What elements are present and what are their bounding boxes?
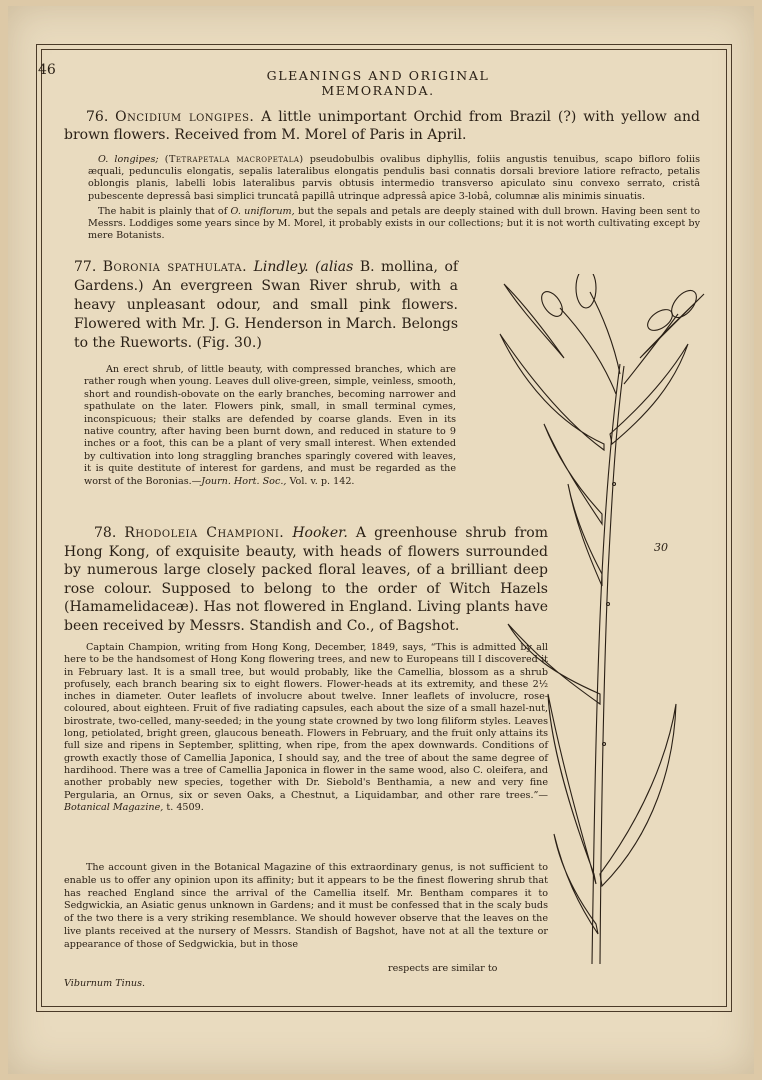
entry-78-body-p2-end <box>64 978 145 990</box>
figure-label: 30 <box>654 541 668 554</box>
entry-78-body-p1-text: Captain Champion, writing from Hong Kong, December, 1849, says, “This is admitted by all here to be the handsomest of Hong Kong flowering trees, and new to Europeans till I discovered it in February last. It is a small tree, but would probably, like the Camellia, blossom as a shrub profusely, each branch bearing six to eight flowers. Flower-heads at its extremity, and these 2½ inches in diameter. Outer leaflets of involucre about twelve. Inner leaflets of involucre, rose-coloured, about eighteen. Fruit of five radiating capsules, each about the size of a small hazel-nut, birostrate, two-celled, many-seeded; in the young state crowned by two long filiform styles. Leaves long, petiolated, bright green, glaucous beneath. Flowers in February, and the fruit only attains its full size and ripens in September, splitting, when ripe, from the apex downwards. Conditions of growth exactly those of Camellia Japonica, I should say, and the tree of about the same degree of hardihood. There was a tree of Camellia Japonica in flower in the same wood, also C. oleifera, and another probably new species, together with Dr. Siebold's Benthamia, a new and very fine Pergularia, an Ornus, six or seven Oaks, a Chestnut, a Liquidambar, and other rare trees.”— <box>64 642 548 801</box>
plant-gland <box>603 743 606 746</box>
entry-77-name: Boronia spathulata. <box>102 259 248 275</box>
entry-76-latin-section: (Tetrapetala macropetala) <box>164 154 304 165</box>
entry-76-note <box>88 206 700 243</box>
entry-76-number: 76. <box>86 109 109 125</box>
boronia-spathulata-illustration <box>464 274 710 964</box>
entry-76-latin-text: pseudobulbis ovalibus diphyllis, foliis angustis tenuibus, scapo bifloro foliis æquali, pedunculis elongatis, sepalis lateralibus elongatis pendulis basi connatis dorsali breviore latiore refracto, petalis oblongis planis, labelli lobis lateralibus parvis obtusis intermedio transverso apiculato sinu convexo serrato, cristâ pubescente depressâ basi simplici truncatâ papillâ utrinque adpressâ apice 3-lobâ, columnæ alis minimis sinuatis. <box>88 154 701 202</box>
entry-76-note-before: The habit is plainly that of <box>98 206 228 217</box>
plant-branch-center <box>590 292 620 374</box>
entry-77-alias-prefix: (alias <box>315 259 354 275</box>
entry-78-number: 78. <box>94 525 117 541</box>
running-head: GLEANINGS AND ORIGINAL MEMORANDA. <box>266 68 490 98</box>
entry-76-latin-name: O. longipes; <box>98 154 159 165</box>
page-number: 46 <box>38 62 56 78</box>
entry-77-lead-text: An evergreen Swan River shrub, with a heavy unpleasant odour, and small pink flowers. Flowered with Mr. J. G. Henderson in March. Belongs to the Rueworts. (Fig. 30.) <box>74 278 458 351</box>
entry-78-body-p2-tail: respects are similar to <box>388 963 498 974</box>
plant-leaf-6 <box>548 694 596 884</box>
entry-76-note-italic: O. uniflorum, <box>230 206 295 217</box>
entry-77-number: 77. <box>74 259 97 275</box>
plant-gland <box>613 483 616 486</box>
plant-leaf-5 <box>508 624 600 704</box>
entry-78-body-p2: The account given in the Botanical Magazine of this extraordinary genus, is not sufficient to enable us to offer any opinion upon its affinity; but it appears to be the finest flowering shrub that has reached England since the arrival of the Camellia itself. Mr. Bentham compares it to Sedgwickia, an Asiatic genus unknown in Gardens; and it must be confessed that in the scaly buds of the two there is a very striking resemblance. We should however observe that the leaves on the live plants received at the nursery of Messrs. Standish of Bagshot, have not at all the texture or appearance of those of Sedgwickia, but in those <box>64 862 548 950</box>
entry-77-lead <box>74 258 458 353</box>
entry-76-latin-diagnosis <box>88 154 700 203</box>
plant-gland <box>607 603 610 606</box>
entry-78-body-p1-citation: Botanical Magazine, <box>64 801 164 813</box>
plant-leaf-7 <box>600 704 676 886</box>
entry-76-name: Oncidium longipes. <box>115 109 255 125</box>
plant-leaf-1 <box>500 334 604 450</box>
plant-branch-right <box>624 314 678 384</box>
entry-78-authority: Hooker. <box>292 525 348 541</box>
plant-branch-left <box>560 308 616 394</box>
entry-78-body-p2-end-text: Viburnum Tinus. <box>64 978 146 989</box>
entry-77-alias-suffix: of Gardens.) <box>74 259 459 294</box>
plant-bud-left <box>537 288 566 320</box>
plant-leaf-top-right <box>640 294 704 358</box>
plant-bud-top <box>576 274 596 308</box>
entry-77-citation: Journ. Hort. Soc., <box>201 475 287 487</box>
entry-77-citation-tail: Vol. v. p. 142. <box>289 475 355 487</box>
plant-leaf-8 <box>554 834 598 934</box>
entry-76-lead <box>64 108 700 144</box>
plant-leaf-2 <box>610 344 688 444</box>
plant-stem-edge <box>600 366 624 964</box>
entry-78-body-p1-citation-tail: t. 4509. <box>166 801 204 813</box>
entry-78-lead-text: A greenhouse shrub from Hong Kong, of exquisite beauty, with heads of flowers surrounded by numerous large closely packed floral leaves, of a brilliant deep rose colour. Supposed to belong to the order of Witch Hazels (Hamamelidaceæ). Has not flowered in England. Living plants have been received by Messrs. Standish and Co., of Bagshot. <box>64 525 549 634</box>
entry-77-body <box>84 364 456 488</box>
entry-76-lead-text: A little unimportant Orchid from Brazil (?) with yellow and brown flowers. Received from M. Morel of Paris in April. <box>64 109 701 143</box>
entry-76-note-after: but the sepals and petals are deeply stained with dull brown. Having been sent to Messrs. Loddiges some years since by M. Morel, it probably exists in our collections; but it is not worth cultivating except by mere Botanists. <box>88 206 700 242</box>
entry-78-name: Rhodoleia Championi. <box>124 525 285 541</box>
entry-77-body-text: An erect shrub, of little beauty, with compressed branches, which are rather rough when young. Leaves dull olive-green, simple, veinless, smooth, short and roundish-obovate on the early branches, becoming narrower and spathulate on the later. Flowers pink, small, in small terminal cymes, inconspicuous; their stalks are defended by coarse glands. Even in its native country, after having been burnt down, and reduced in stature to 9 inches or a foot, this can be a plant of very small interest. When extended by cultivation into long straggling branches sparingly covered with leaves, it is quite destitute of interest for gardens, and must be regarded as the worst of the Boronias.— <box>84 364 456 487</box>
page-sheet <box>8 6 754 1074</box>
entry-77-authority: Lindley. <box>253 259 309 275</box>
entry-77-alias-name: B. mollina, <box>359 259 438 275</box>
plant-leaf-4 <box>568 484 602 586</box>
